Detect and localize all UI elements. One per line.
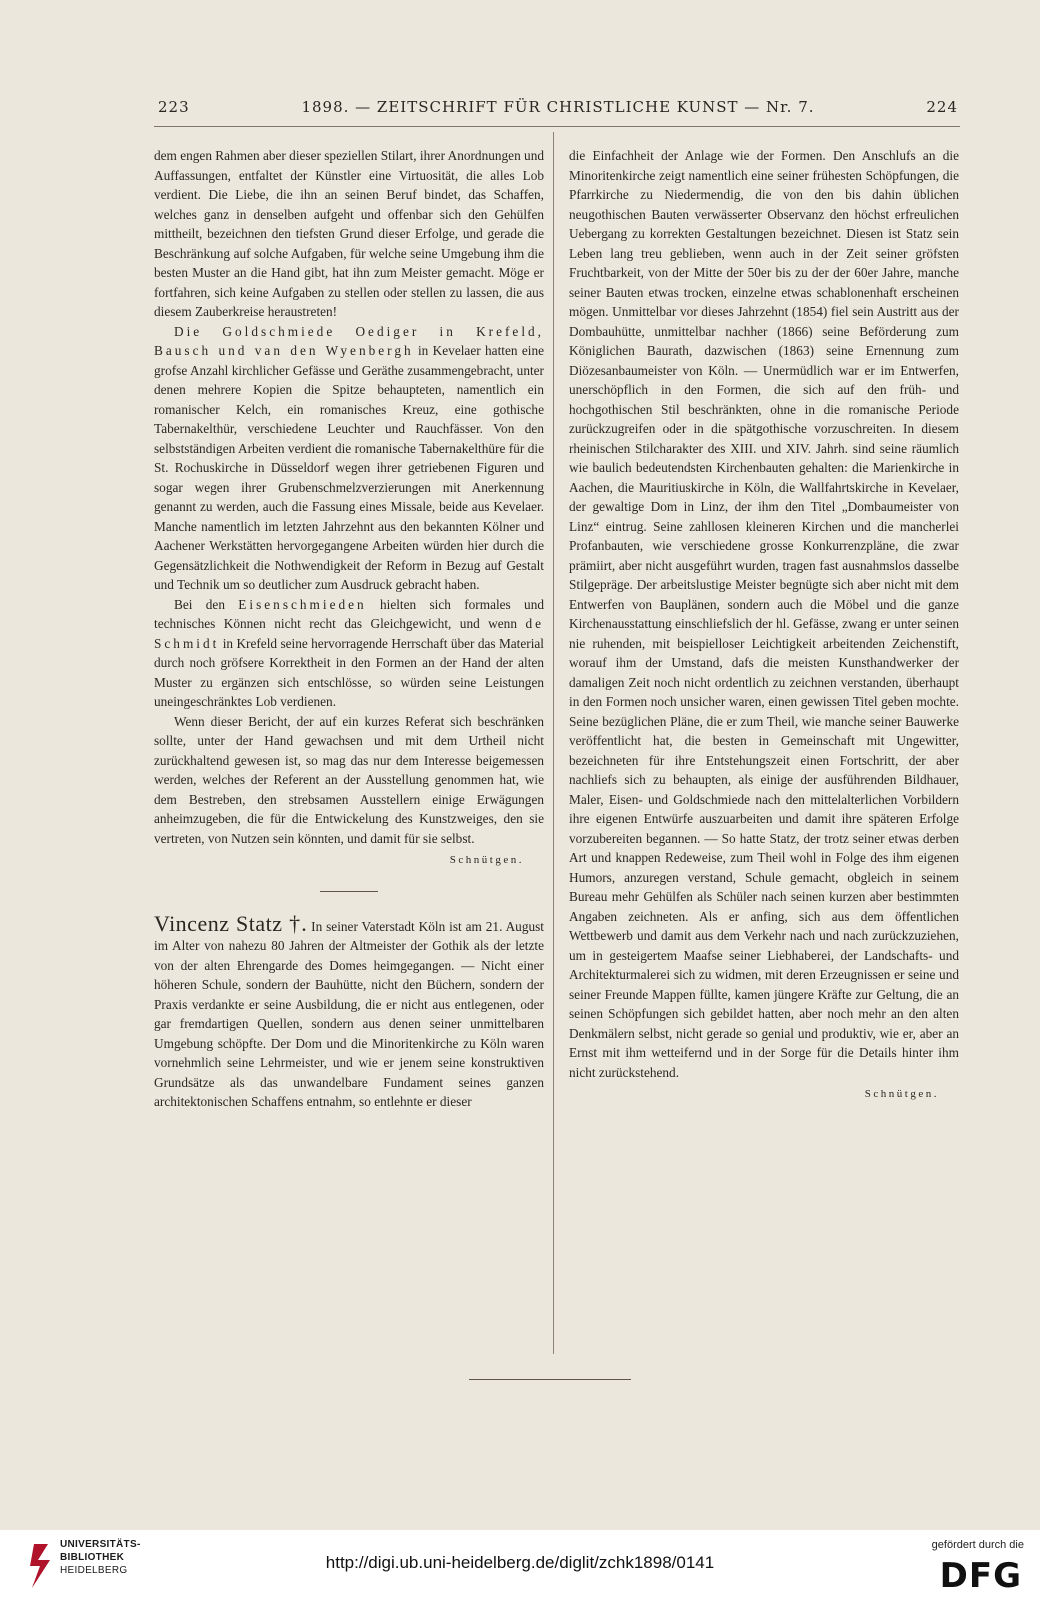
goldsmiths-names: Die Goldschmiede Oediger in Krefeld, Bausch und van den Wyenbergh [154,323,544,358]
spaced-term: Eisenschmieden [238,596,367,612]
author-signature: Schnütgen. [449,854,524,866]
running-title: 1898. — ZEITSCHRIFT FÜR CHRISTLICHE KUNST — Nr. 7. [301,98,815,116]
paragraph: Bei den Eisenschmieden hielten sich formales und technisches Können nicht recht das Gleichgewicht, und wenn de Schmidt in Krefeld seine hervorragende Herrschaft über das Material durch noch gröfsere Korrektheit in den Formen an der Hand der alten Muster zu ergänzen sich entschlösse, so würden seine Leistungen uneingeschränktes Lob verdienen. [154,596,544,709]
obituary-heading: Vincenz Statz †. [154,910,308,936]
permalink-url[interactable]: http://digi.ub.uni-heidelberg.de/diglit/zchk1898/0141 [325,1553,715,1572]
library-name: UNIVERSITÄTS- BIBLIOTHEK HEIDELBERG [60,1539,141,1576]
funding-caption: gefördert durch die [931,1539,1024,1551]
right-column [569,146,959,1105]
spaced-name: de Schmidt [154,616,544,651]
section-divider [320,891,378,892]
header-rule [154,126,960,127]
left-column [154,146,544,1112]
running-header [158,98,958,120]
digitization-footer [0,1530,1040,1604]
paragraph: die Einfachheit der Anlage wie der Formen. Den Anschlufs an die Minoritenkirche zeigt namentlich eine seiner frühesten Schöpfungen, die Pfarrkirche zu Niedermendig, die von den bis dahin üblichen neugothischen Bauten verwässerter Observanz den höchst erfreulichen Uebergang zu korrekten Gestaltungen bezeichnet. Diesen ist Statz sein Leben lang treu geblieben, wenn auch in der Zeit seiner gröfsten Fruchtbarkeit, von der Mitte der 50er bis zu der der 60er Jahre, manche seiner Bauten etwas trocken, einzelne etwas schablonenhaft erscheinen mögen. Unmittelbar vor dieses Jahrzehnt (1854) fiel sein Austritt aus der Dombauhütte, unmittelbar nachher (1866) seine Beförderung zum Königlichen Baurath, dazwischen (1863) seine Ernennung zum Diözesanbaumeister von Köln. — Unermüdlich war er im Entwerfen, unerschöpflich in den Formen, die sich auf den früh- und hochgothischen Stil beschränkten, ohne in die romanische Periode zurückzugreifen oder in die spätgothische vorzuschreiten. In diesem rheinischen Stilcharakter des XIII. und XIV. Jahrh. sind seine räumlich wie baulich bedeutendsten Kirchenbauten gehalten: die Marienkirche in Aachen, die Mauritiuskirche in Köln, die Wallfahrtskirche in Kevelaer, der gewaltige Dom in Linz, der ihm den Titel „Dombaumeister von Linz“ eintrug. Seine zahllosen kleineren Kirchen und die mancherlei Profanbauten, wie verschiedene grosse Konkurrenzpläne, die zwar prämiirt, aber nicht ausgeführt wurden, tragen fast ausnahmslos dasselbe Stilgepräge. Der arbeitslustige Meister begnügte sich aber nicht mit dem Entwerfen von Bauplänen, sondern auch die Möbel und die ganze Kirchenausstattung einschliefslich der hl. Gefässe, zwang er unter seinen nie ruhenden, mit beispielloser Leichtigkeit arbeitenden Zeichenstift, worauf ihm der Umstand, dafs die meisten Kunsthandwerker der damaligen Zeit noch nicht ordentlich zu zeichnen verstanden, überhaupt in den Formen noch unsicher waren, einen gewissen Titel geben mochte. Seine bezüglichen Pläne, die er zum Theil, wie manche seiner Bauwerke veröffentlicht hat, die besten in Gemeinschaft mit Ungewitter, bezeichneten für ihre Entstehungszeit einen Fortschritt, der aber nachliefs sich zu behaupten, als einige der ausführenden Bildhauer, Maler, Eisen- und Goldschmiede nach den mittelalterlichen Vorbildern ihre eigenen Entwürfe auszuarbeiten und damit ihre späteren Erfolge vorzubereiten begannen. — So hatte Statz, der trotz seiner etwas derben Art und knappen Redeweise, zum Theil wohl in Folge des ihm eigenen Humors, anzuregen verstand, Schule gemacht, obgleich in seinem Bureau mehr Gehülfen als Schüler nach seinen kurzen aber bestimmten Angaben zeichneten. Als er anfing, sich aus dem öffentlichen Wettbewerb und damit aus dem Verkehr nach und nach zurückzuziehen, um in gesteigertem Maafse seiner Liebhaberei, der Landschafts- und Architekturmalerei sich zu widmen, mit deren Erzeugnissen er seine und seiner Freunde Mappen füllte, kamen jüngere Kräfte zur Geltung, die an seinen Schöpfungen sich gebildet hatten, aber noch mehr an den alten Denkmälern selbst, nicht gerade so genial und produktiv, wie er, aber an Ernst mit ihm wetteifernd und in der Sorge für die Details hinter ihm nicht zurückstehend. [569,148,959,1080]
obituary-paragraph: Vincenz Statz †. In seiner Vaterstadt Köln ist am 21. August im Alter von nahezu 80 Jahren der Altmeister der Gothik als der letzte von der alten Ehrengarde des Domes heimgegangen. — Nicht einer höheren Schule, sondern der Bauhütte, nicht den Büchern, sondern der Praxis verdankte er seine Ausbildung, die er nicht aus entlegenen, oder gar fremdartigen Quellen, sondern aus denen seiner unmittelbaren Umgebung schöpfte. Der Dom und die Minoritenkirche zu Köln waren vornehmlich seine Lehrmeister, und wie er jenem seine konstruktiven Grundsätze als das unwandelbare Fundament seines ganzen architektonischen Schaffens entnahm, so entlehnte er dieser [154,910,544,1109]
page-number-left: 223 [158,98,190,116]
paragraph: dem engen Rahmen aber dieser speziellen Stilart, ihrer Anordnungen und Auffassungen, entfaltet der Künstler eine Virtuosität, die alles Lob verdient. Die Liebe, die ihn an seinen Beruf bindet, das Schaffen, welches ganz in denselben aufgeht und offenbar sich den Gehülfen mittheilt, bezeichnen den tiefsten Grund dieser Erfolge, und gerade die Beschränkung auf solche Aufgaben, für welche seine Umgebung ihm die besten Muster an die Hand gibt, hat ihn zum Meister gemacht. Möge er fortfahren, sich keine Aufgaben zu stellen oder stellen zu lassen, die aus diesem Zauberkreise heraustreten! [154,148,544,319]
paragraph: Die Goldschmiede Oediger in Krefeld, Bausch und van den Wyenbergh in Kevelaer hatten eine grofse Anzahl kirchlicher Gefässe und Geräthe zusammengebracht, unter denen mehrere Kopien die Spitze behaupteten, namentlich ein romanischer Kelch, ein romanisches Kreuz, eine gothische Tabernakelthür, verschiedene Leuchter und Rauchfässer. Von den selbstständigen Arbeiten verdient die romanische Tabernakelthüre für die St. Rochuskirche in Düsseldorf wegen ihrer getriebenen Figuren und sogar wegen ihrer Grubenschmelzverzierungen mit Anerkennung genannt zu werden, auch die Fassung eines Missale, beide aus Kevelaer. Manche namentlich im letzten Jahrzehnt aus den bekannten Kölner und Aachener Werkstätten hervorgegangene Arbeiten würden hier durch die Gegensätzlichkeit die Nothwendigkeit der Reform in Bezug auf Gestalt und Technik um so deutlicher zum Ausdruck gebracht haben. [154,323,544,592]
paragraph: Wenn dieser Bericht, der auf ein kurzes Referat sich beschränken sollte, unter der Hand gewachsen und mit dem Urtheil nicht zurückhaltend gewesen ist, so mag das nur dem Interesse beigemessen werden, welches der Referent an der Ausstellung genommen hat, wie dem Bestreben, den strebsamen Ausstellern einige Erwägungen anheimzugeben, die für die Entwickelung des Kunstzweiges, den sie vertreten, von Nutzen sein könnten, und damit für sie selbst. [154,713,544,846]
page-number-right: 224 [926,98,958,116]
dfg-logo: DFG [939,1556,1022,1596]
author-signature: Schnütgen. [864,1088,939,1100]
column-divider [553,132,554,1354]
end-rule [469,1379,631,1380]
